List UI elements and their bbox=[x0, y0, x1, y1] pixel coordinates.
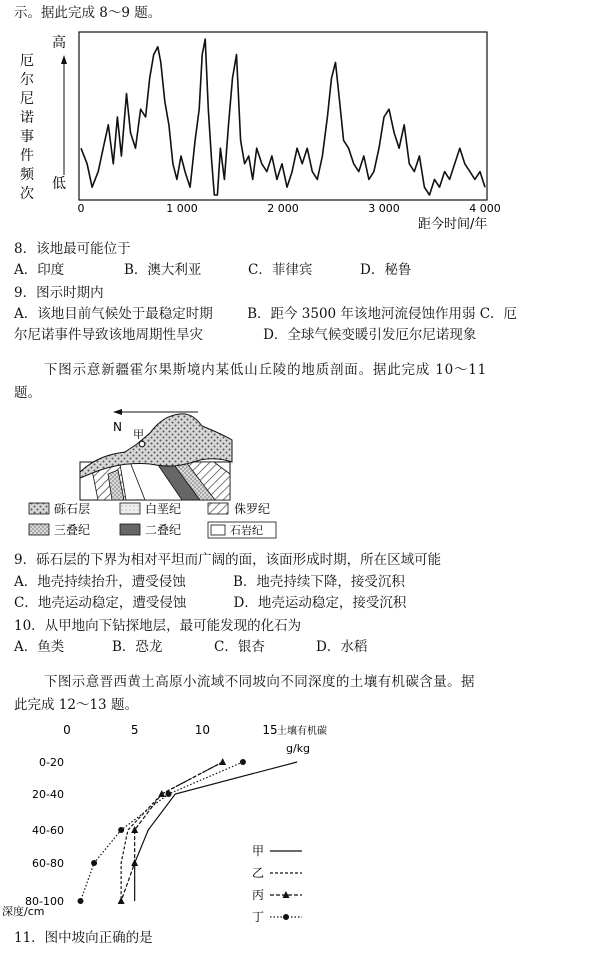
point-jia-marker bbox=[139, 441, 145, 447]
chart2-point bbox=[118, 897, 125, 904]
q10-option-b[interactable]: B．恐龙 bbox=[112, 639, 163, 655]
chart2-axes bbox=[2, 723, 327, 918]
geologic-section bbox=[0, 400, 320, 545]
q10-option-c[interactable]: C．银杏 bbox=[214, 639, 265, 655]
chart2-x-unit: g/kg bbox=[286, 742, 311, 755]
chart1-x-label: 距今时间/年 bbox=[418, 217, 488, 232]
chart2-point bbox=[166, 791, 172, 797]
intro-text-2-line2: 题。 bbox=[14, 385, 41, 401]
q8-options bbox=[14, 262, 574, 280]
chart1-y-arrowhead bbox=[61, 55, 67, 64]
chart2-legend-marker bbox=[283, 914, 289, 920]
geo-legend bbox=[29, 501, 276, 538]
legend-triassic: 三叠纪 bbox=[54, 523, 91, 537]
chart2-legend bbox=[252, 844, 302, 924]
chart2-x-tick-label: 5 bbox=[130, 723, 139, 737]
q8-option-c[interactable]: C．菲律宾 bbox=[248, 262, 313, 278]
chart2-y-tick-label: 60-80 bbox=[32, 857, 64, 870]
chart2-point bbox=[219, 758, 226, 765]
chart2-point bbox=[158, 790, 165, 797]
q9b-line2: C．地壳运动稳定，遭受侵蚀 D．地壳运动稳定，接受沉积 bbox=[14, 595, 407, 611]
chart2-y-tick-label: 0-20 bbox=[39, 756, 64, 769]
chart2-x-tick-label: 0 bbox=[63, 723, 71, 737]
chart1-y-label-char: 频 bbox=[20, 167, 34, 183]
legend-permian: 二叠纪 bbox=[145, 523, 182, 537]
chart1-x-tick-label: 1 000 bbox=[166, 202, 198, 215]
chart1-x-tick-label: 2 000 bbox=[267, 202, 299, 215]
chart2-legend-label: 丙 bbox=[252, 888, 265, 902]
legend-jurassic: 侏罗纪 bbox=[234, 502, 271, 516]
q8-option-b[interactable]: B．澳大利亚 bbox=[124, 262, 202, 278]
chart1-y-label-char: 次 bbox=[20, 186, 34, 202]
intro-text-3-line1: 下图示意晋西黄土高原小流域不同坡向不同深度的土壤有机碳含量。据 bbox=[44, 674, 475, 690]
q9a-stem: 9．图示时期内 bbox=[14, 285, 104, 301]
q9a-line1: A．该地目前气候处于最稳定时期 B．距今 3500 年该地河流侵蚀作用弱 C．厄 bbox=[14, 306, 518, 322]
chart2-x-tick-label: 10 bbox=[194, 723, 210, 737]
chart1-x-ticks bbox=[78, 202, 501, 215]
intro-text-2-line1: 下图示意新疆霍尔果斯境内某低山丘陵的地质剖面。据此完成 10～11 bbox=[44, 362, 488, 378]
chart2-y-tick-label: 20-40 bbox=[32, 788, 64, 801]
chart1-y-label-char: 事 bbox=[20, 129, 34, 145]
chart2-y-label: 深度/cm bbox=[2, 905, 45, 918]
elnino-chart bbox=[0, 25, 607, 240]
chart1-x-tick-label: 4 000 bbox=[469, 202, 501, 215]
chart2-point bbox=[131, 859, 138, 866]
q9b-stem: 9．砾石层的下界为相对平坦而广阔的面，该面形成时期，所在区域可能 bbox=[14, 552, 442, 568]
legend-carboniferous: 石岩纪 bbox=[230, 524, 263, 537]
chart2-legend-label: 丁 bbox=[252, 910, 265, 924]
q9b-line1: A．地壳持续抬升，遭受侵蚀 B．地壳持续下降，接受沉积 bbox=[14, 574, 405, 590]
point-jia-label: 甲 bbox=[133, 428, 144, 441]
q8-stem: 8．该地最可能位于 bbox=[14, 241, 131, 257]
chart2-series-1 bbox=[135, 762, 297, 901]
north-label: N bbox=[113, 420, 122, 434]
chart1-x-tick-label: 0 bbox=[77, 202, 85, 215]
chart2-x-label: 土壤有机碳 bbox=[277, 726, 327, 737]
chart2-point bbox=[78, 898, 84, 904]
q10-stem: 10．从甲地向下钻探地层，最可能发现的化石为 bbox=[14, 618, 302, 634]
soil-carbon-chart bbox=[0, 715, 360, 930]
chart2-legend-label: 甲 bbox=[252, 844, 265, 858]
chart1-y-label-char: 诺 bbox=[20, 110, 34, 126]
chart1-y-high: 高 bbox=[52, 35, 66, 51]
intro-text-1: 示。据此完成 8～9 题。 bbox=[14, 5, 162, 21]
chart2-y-tick-label: 40-60 bbox=[32, 824, 64, 837]
q10-options bbox=[14, 639, 574, 657]
chart1-y-low: 低 bbox=[52, 176, 66, 192]
q8-option-a[interactable]: A．印度 bbox=[14, 262, 65, 278]
chart1-y-label-char: 厄 bbox=[20, 53, 34, 69]
q10-option-d[interactable]: D．水稻 bbox=[316, 639, 368, 655]
q11-stem: 11．图中坡向正确的是 bbox=[14, 930, 153, 946]
chart1-y-label-char: 件 bbox=[20, 148, 34, 164]
chart2-point bbox=[118, 827, 124, 833]
north-arrowhead bbox=[113, 409, 122, 415]
q10-option-a[interactable]: A．鱼类 bbox=[14, 639, 65, 655]
chart2-x-tick-label: 15 bbox=[262, 723, 278, 737]
chart1-y-label-char: 尔 bbox=[20, 72, 34, 88]
chart2-point bbox=[91, 860, 97, 866]
chart2-point bbox=[240, 759, 246, 765]
intro-text-3-line2: 此完成 12～13 题。 bbox=[14, 697, 138, 713]
chart1-x-tick-label: 3 000 bbox=[368, 202, 400, 215]
chart2-series bbox=[78, 758, 298, 904]
chart1-y-label bbox=[20, 53, 35, 202]
q9a-line2: 尔尼诺事件导致该地周期性旱灾 D．全球气候变暖引发厄尔尼诺现象 bbox=[14, 327, 477, 343]
chart2-y-tick-label: 80-100 bbox=[25, 895, 64, 908]
legend-gravel: 砾石层 bbox=[54, 502, 91, 516]
q8-option-d[interactable]: D．秘鲁 bbox=[360, 262, 412, 278]
legend-cretaceous: 白垩纪 bbox=[145, 502, 182, 516]
chart1-series-line bbox=[81, 39, 485, 195]
chart1-y-label-char: 尼 bbox=[20, 91, 34, 107]
chart2-legend-label: 乙 bbox=[252, 866, 265, 880]
